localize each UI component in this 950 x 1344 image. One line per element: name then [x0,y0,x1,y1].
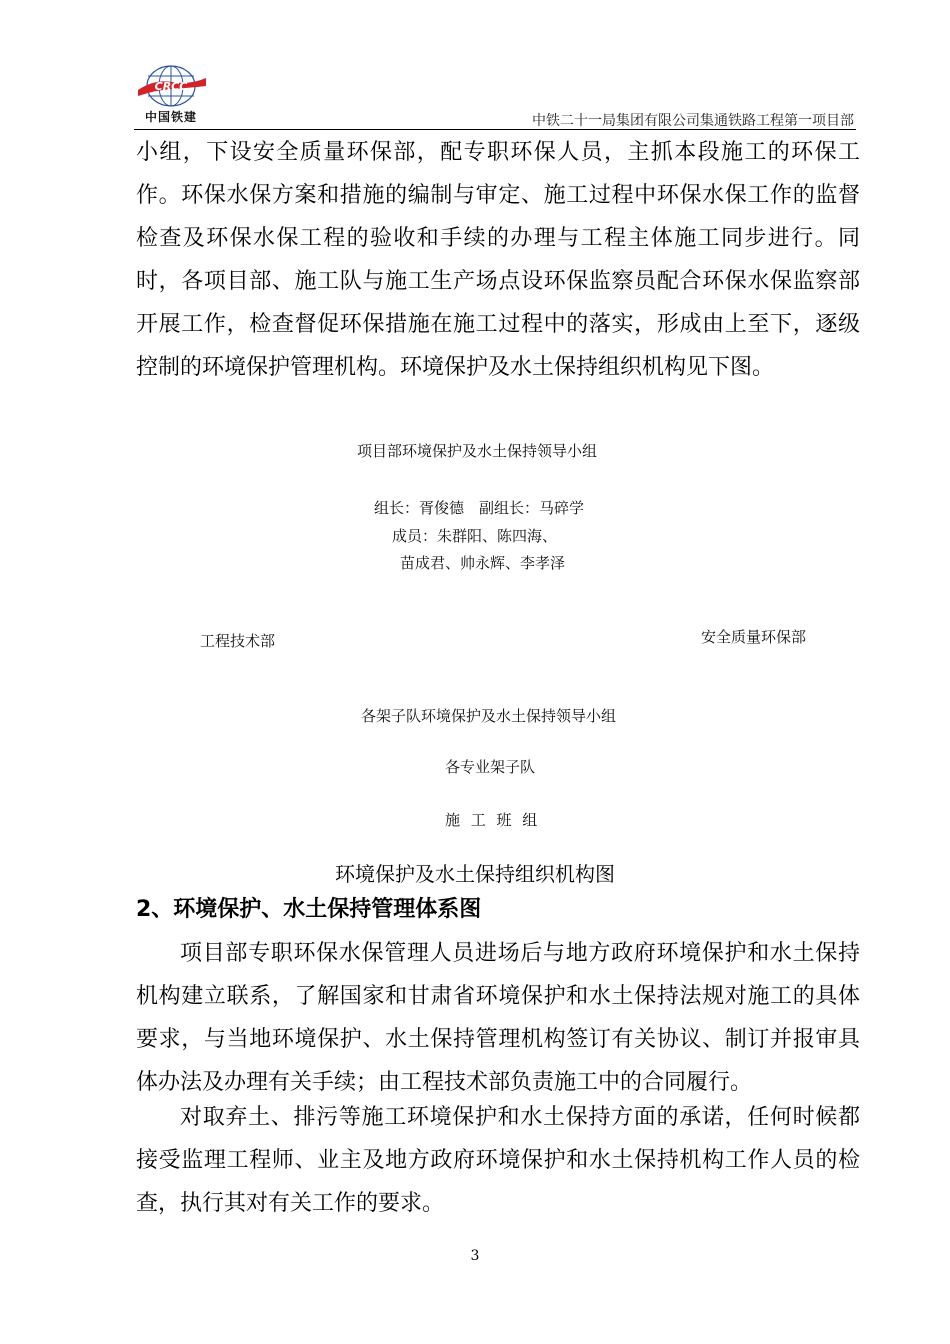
svg-text:CRCC: CRCC [154,80,188,93]
company-logo [134,64,208,126]
org-dept-engineering: 工程技术部 [200,632,276,650]
org-leader-line: 组长：胥俊德 副组长：马碎学 [374,499,585,517]
org-team-group: 各架子队环境保护及水土保持领导小组 [361,707,617,725]
intro-paragraph: 小组，下设安全质量环保部，配专职环保人员，主抓本段施工的环保工作。环保水保方案和措施的编制与审定、施工过程中环保水保工作的监督检查及环保水保工程的验收和手续的办理与工程主体施工同步进行。同时，各项目部、施工队与施工生产场点设环保监察员配合环保水保监察部开展工作，检查督促环保措施在施工过程中的落实，形成由上至下，逐级控制的环境保护管理机构。环境保护及水土保持组织机构见下图。 [136,140,860,380]
page-number: 3 [470,1248,480,1264]
org-chart-caption: 环境保护及水土保持组织机构图 [335,862,615,886]
header-divider [134,129,856,130]
logo-text: 中国铁建 [144,110,197,124]
section-heading: 2、环境保护、水土保持管理体系图 [136,897,482,922]
org-leading-group: 项目部环境保护及水土保持领导小组 [357,442,598,460]
org-professional-teams: 各专业架子队 [445,758,536,776]
section-paragraph-2: 对取弃土、排污等施工环境保护和水土保持方面的承诺，任何时候都接受监理工程师、业主及地方政府环境保护和水土保持机构工作人员的检查，执行其对有关工作的要求。 [136,1105,860,1216]
crcc-globe-icon [134,64,208,108]
section-paragraph-1: 项目部专职环保水保管理人员进场后与地方政府环境保护和水土保持机构建立联系，了解国家和甘肃省环境保护和水土保持法规对施工的具体要求，与当地环境保护、水土保持管理机构签订有关协议、制订并报审具体办法及办理有关手续；由工程技术部负责施工中的合同履行。 [136,941,860,1095]
org-construction-crews: 施 工 班 组 [445,811,541,829]
org-members-line2: 苗成君、帅永辉、李孝泽 [400,554,566,572]
org-dept-safety-quality: 安全质量环保部 [701,628,807,646]
org-members-line1: 成员：朱群阳、陈四海、 [392,527,558,545]
header-organization: 中铁二十一局集团有限公司集通铁路工程第一项目部 [532,113,854,129]
